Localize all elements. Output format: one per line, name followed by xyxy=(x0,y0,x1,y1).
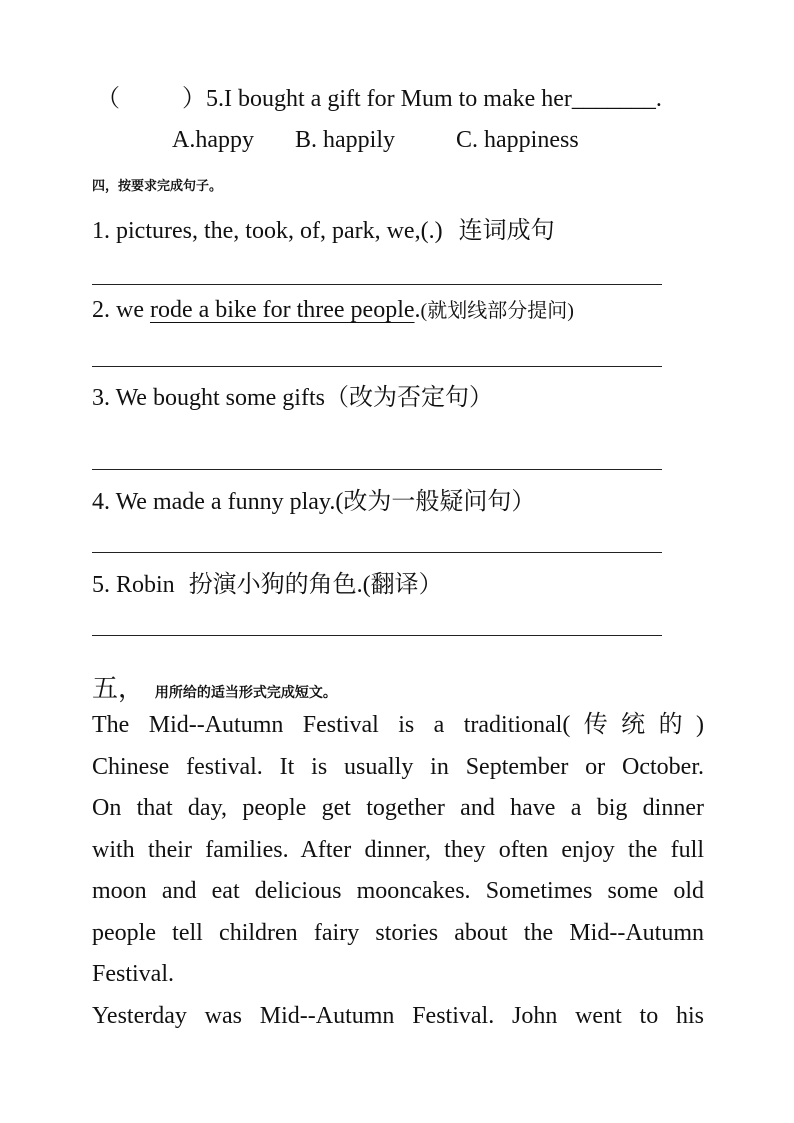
passage-line: Chinese festival. It is usually in September or October. xyxy=(92,753,704,780)
answer-line-4[interactable] xyxy=(92,552,662,553)
item-3-instruction: （改为否定句） xyxy=(324,385,493,411)
answer-line-2[interactable] xyxy=(92,366,662,367)
answer-paren-right: ） xyxy=(182,86,206,112)
item-2-period: . xyxy=(414,297,421,323)
sentence-item-5 xyxy=(92,564,443,599)
passage-line: moon and eat delicious mooncakes. Sometimes some old xyxy=(92,878,704,904)
answer-line-1[interactable] xyxy=(92,284,662,285)
item-2-underlined-phrase: rode a bike for three people xyxy=(149,297,415,323)
item-1-instruction: 连词成句 xyxy=(458,218,555,244)
passage xyxy=(92,705,704,1037)
item-5-instruction: 扮演小狗的角色.(翻译） xyxy=(188,572,443,598)
passage-line: with their families. After dinner, they often enjoy the full xyxy=(92,836,704,863)
passage-line: Yesterday was Mid--Autumn Festival. John went to his xyxy=(92,1002,704,1029)
passage-line: people tell children fairy stories about the Mid--Autumn xyxy=(92,919,704,946)
item-5-text: 5. Robin xyxy=(92,572,175,598)
sentence-item-4 xyxy=(92,481,535,516)
section-5-number: 五， xyxy=(92,674,145,704)
passage-line: On that day, people get together and have a big dinner xyxy=(92,795,704,821)
question-5-stem: 5.I bought a gift for Mum to make her_______. xyxy=(206,86,662,112)
item-4-instruction: (改为一般疑问句） xyxy=(335,489,536,515)
option-c[interactable]: C. happiness xyxy=(456,127,579,153)
answer-line-5[interactable] xyxy=(92,635,662,636)
sentence-item-1 xyxy=(92,210,555,245)
item-3-text: 3. We bought some gifts xyxy=(92,385,325,411)
item-4-text: 4. We made a funny play. xyxy=(92,489,336,515)
passage-line: The Mid--Autumn Festival is a traditional(传统的) xyxy=(92,712,704,738)
passage-line: Festival. xyxy=(92,961,174,987)
item-2-instruction: (就划线部分提问) xyxy=(420,300,574,322)
option-a[interactable]: A.happy xyxy=(172,127,254,153)
item-2-text: 2. we xyxy=(92,297,150,323)
option-b[interactable]: B. happily xyxy=(295,127,395,153)
question-5 xyxy=(96,78,662,113)
section-4-heading: 四，按要求完成句子。 xyxy=(92,179,223,194)
sentence-item-2 xyxy=(92,294,574,324)
answer-paren-left: （ xyxy=(96,86,120,112)
item-1-text: 1. pictures, the, took, of, park, we,(.) xyxy=(92,218,443,244)
question-5-options xyxy=(172,127,579,154)
sentence-item-3 xyxy=(92,377,493,412)
section-5-title: 用所给的适当形式完成短文。 xyxy=(154,685,337,701)
answer-line-3[interactable] xyxy=(92,469,662,470)
section-5-heading xyxy=(92,668,337,705)
